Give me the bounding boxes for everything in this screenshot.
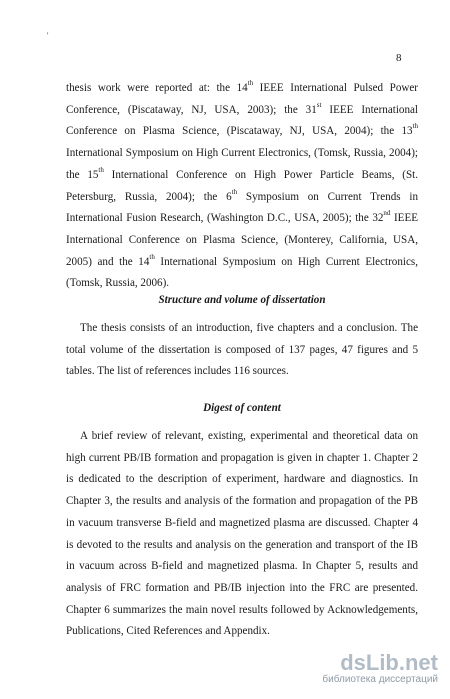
scan-mark: ' <box>47 31 49 40</box>
page-number: 8 <box>396 52 402 64</box>
intro-paragraph: thesis work were reported at: the 14th IEEE International Pulsed Power Conference, (Piscataway, NJ, USA, 2003); the 31st IEEE International Conference on Plasma Science, (Piscataway, NJ, USA, 2004); the 13th International Symposium on High Current Electronics, (Tomsk, Russia, 2004); the 15th International Conference on High Power Particle Beams, (St. Petersburg, Russia, 2004); the 6th Symposium on Current Trends in International Fusion Research, (Washington D.C., USA, 2005); the 32nd IEEE International Conference on Plasma Science, (Monterey, California, USA, 2005) and the 14th International Symposium on High Current Electronics, (Tomsk, Russia, 2006). <box>66 79 419 290</box>
structure-heading: Structure and volume of dissertation <box>158 294 326 306</box>
structure-paragraph: The thesis consists of an introduction, five chapters and a conclusion. The total volume of the dissertation is composed of 137 pages, 47 figures and 5 tables. The list of references includes 116 sources. <box>66 322 418 378</box>
dslib-watermark <box>250 650 450 685</box>
dslib-logo: dsLib.net <box>340 650 438 675</box>
dslib-caption: библиотека диссертаций <box>322 674 438 685</box>
digest-paragraph: A brief review of relevant, existing, experimental and theoretical data on high current PB/IB formation and propagation is given in chapter 1. Chapter 2 is dedicated to the description of experiment, hardware and diagnostics. In Chapter 3, the results and analysis of the formation and propagation of the PB in vacuum transverse B-field and magnetized plasma are discussed. Chapter 4 is devoted to the results and analysis on the generation and transport of the IB in vacuum across B-field and magnetized plasma. In Chapter 5, results and analysis of FRC formation and PB/IB injection into the FRC are presented. Chapter 6 summarizes the main novel results followed by Acknowledgements, Publications, Cited References and Appendix. <box>66 430 418 638</box>
digest-heading: Digest of content <box>203 402 281 414</box>
